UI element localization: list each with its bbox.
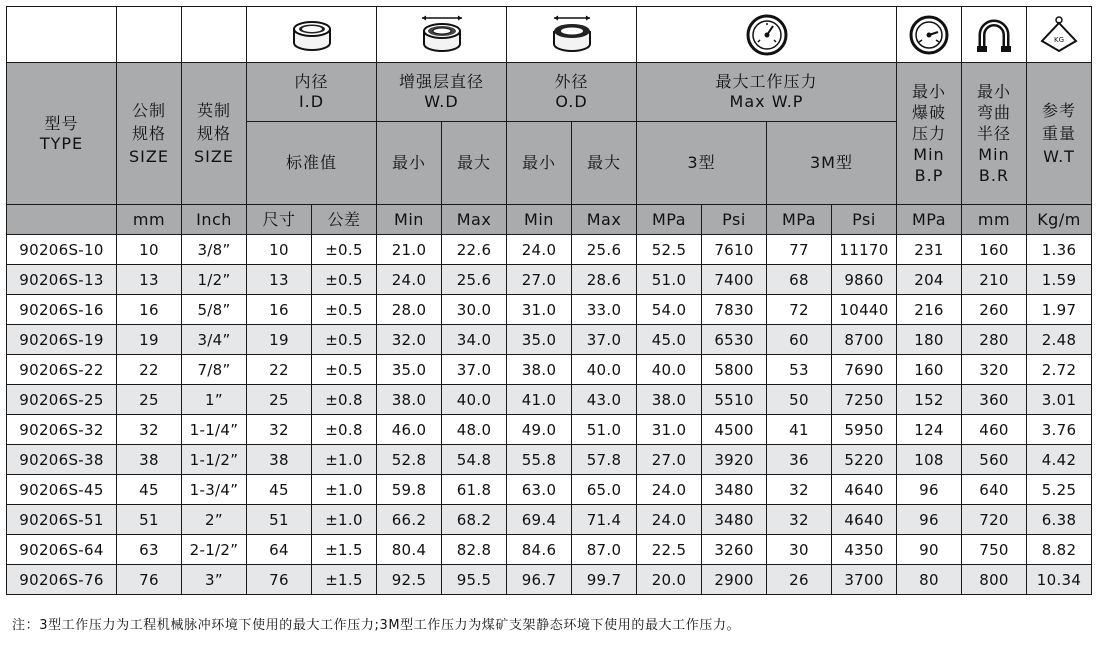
spec-table-body — [7, 235, 1092, 595]
table-cell: 231 — [897, 235, 962, 265]
weight-icon — [1027, 7, 1092, 63]
table-cell: 5220 — [832, 445, 897, 475]
table-cell: 99.7 — [572, 565, 637, 595]
table-cell: 57.8 — [572, 445, 637, 475]
table-cell: 160 — [897, 355, 962, 385]
model-number-cell: 90206S-45 — [7, 475, 117, 505]
unit-cell: 尺寸 — [247, 205, 312, 235]
header-standard-value: 标准值 — [247, 122, 377, 205]
table-cell: 90 — [897, 535, 962, 565]
table-cell: 6.38 — [1027, 505, 1092, 535]
table-cell: 21.0 — [377, 235, 442, 265]
table-cell: 216 — [897, 295, 962, 325]
table-cell: 3920 — [702, 445, 767, 475]
header-min-bend-radius: 最小 弯曲 半径 Min B.R — [962, 63, 1027, 205]
unit-cell: MPa — [637, 205, 702, 235]
unit-cell: Psi — [832, 205, 897, 235]
header-type: 型号 TYPE — [7, 63, 117, 205]
table-cell: 3700 — [832, 565, 897, 595]
icon-cell-empty — [7, 7, 117, 63]
table-cell: 66.2 — [377, 505, 442, 535]
table-cell: 25.6 — [442, 265, 507, 295]
table-cell: 95.5 — [442, 565, 507, 595]
unit-cell: 公差 — [312, 205, 377, 235]
table-cell: 68.2 — [442, 505, 507, 535]
table-cell: 49.0 — [507, 415, 572, 445]
table-cell: 37.0 — [442, 355, 507, 385]
table-row — [7, 295, 1092, 325]
table-cell: 38.0 — [637, 385, 702, 415]
header-wd-max: 最大 — [442, 122, 507, 205]
table-cell: 20.0 — [637, 565, 702, 595]
table-cell: 51.0 — [572, 415, 637, 445]
table-cell: 8.82 — [1027, 535, 1092, 565]
table-cell: 61.8 — [442, 475, 507, 505]
table-cell: ±0.5 — [312, 295, 377, 325]
model-number-cell: 90206S-22 — [7, 355, 117, 385]
table-cell: 5.25 — [1027, 475, 1092, 505]
table-cell: 3.01 — [1027, 385, 1092, 415]
model-number-cell: 90206S-38 — [7, 445, 117, 475]
table-cell: 51.0 — [637, 265, 702, 295]
table-cell: 40.0 — [442, 385, 507, 415]
table-cell: 68 — [767, 265, 832, 295]
table-cell: 16 — [117, 295, 182, 325]
unit-cell: MPa — [767, 205, 832, 235]
table-cell: 108 — [897, 445, 962, 475]
table-cell: 52.5 — [637, 235, 702, 265]
spec-table-container — [6, 6, 1092, 595]
table-row — [7, 535, 1092, 565]
table-cell: 3480 — [702, 505, 767, 535]
table-cell: 24.0 — [507, 235, 572, 265]
table-cell: ±0.5 — [312, 265, 377, 295]
header-reinforcement-diameter: 增强层直径 W.D — [377, 63, 507, 122]
table-row — [7, 355, 1092, 385]
table-cell: 19 — [117, 325, 182, 355]
table-cell: 1.59 — [1027, 265, 1092, 295]
table-cell: 640 — [962, 475, 1027, 505]
table-cell: 50 — [767, 385, 832, 415]
table-cell: 10440 — [832, 295, 897, 325]
table-cell: 35.0 — [507, 325, 572, 355]
pressure-gauge-icon — [637, 7, 897, 63]
table-cell: 1-1/4” — [182, 415, 247, 445]
table-cell: 280 — [962, 325, 1027, 355]
table-cell: 38 — [117, 445, 182, 475]
unit-cell: Max — [572, 205, 637, 235]
unit-cell: mm — [962, 205, 1027, 235]
table-cell: 80.4 — [377, 535, 442, 565]
table-cell: 28.6 — [572, 265, 637, 295]
table-cell: 38.0 — [507, 355, 572, 385]
table-cell: 22 — [247, 355, 312, 385]
table-cell: 33.0 — [572, 295, 637, 325]
table-cell: 1.36 — [1027, 235, 1092, 265]
table-cell: 96 — [897, 505, 962, 535]
table-cell: 31.0 — [637, 415, 702, 445]
table-row — [7, 565, 1092, 595]
table-cell: 76 — [117, 565, 182, 595]
table-cell: 41 — [767, 415, 832, 445]
unit-cell: MPa — [897, 205, 962, 235]
table-cell: 124 — [897, 415, 962, 445]
table-cell: 64 — [247, 535, 312, 565]
icon-cell-empty — [182, 7, 247, 63]
model-number-cell: 90206S-51 — [7, 505, 117, 535]
table-cell: 43.0 — [572, 385, 637, 415]
model-number-cell: 90206S-64 — [7, 535, 117, 565]
model-number-cell: 90206S-16 — [7, 295, 117, 325]
unit-cell-empty — [7, 205, 117, 235]
table-cell: 720 — [962, 505, 1027, 535]
table-cell: 1” — [182, 385, 247, 415]
table-cell: 24.0 — [637, 475, 702, 505]
header-min-burst-pressure: 最小 爆破 压力 Min B.P — [897, 63, 962, 205]
table-cell: 260 — [962, 295, 1027, 325]
table-cell: 80 — [897, 565, 962, 595]
header-wd-min: 最小 — [377, 122, 442, 205]
table-cell: 32.0 — [377, 325, 442, 355]
header-outer-diameter: 外径 O.D — [507, 63, 637, 122]
table-cell: ±0.5 — [312, 325, 377, 355]
table-cell: 5510 — [702, 385, 767, 415]
model-number-cell: 90206S-10 — [7, 235, 117, 265]
table-cell: ±1.5 — [312, 565, 377, 595]
table-cell: 7250 — [832, 385, 897, 415]
table-cell: 4350 — [832, 535, 897, 565]
table-cell: ±0.5 — [312, 235, 377, 265]
table-cell: 1/2” — [182, 265, 247, 295]
table-cell: 92.5 — [377, 565, 442, 595]
table-cell: 46.0 — [377, 415, 442, 445]
table-cell: 2.72 — [1027, 355, 1092, 385]
table-cell: ±1.5 — [312, 535, 377, 565]
table-cell: 69.4 — [507, 505, 572, 535]
model-number-cell: 90206S-25 — [7, 385, 117, 415]
unit-cell: Min — [507, 205, 572, 235]
table-cell: 24.0 — [637, 505, 702, 535]
table-cell: 30 — [767, 535, 832, 565]
table-cell: 96 — [897, 475, 962, 505]
table-cell: 32 — [117, 415, 182, 445]
table-cell: 25.6 — [572, 235, 637, 265]
table-cell: 25 — [117, 385, 182, 415]
table-cell: 22.5 — [637, 535, 702, 565]
table-cell: 3” — [182, 565, 247, 595]
table-cell: 560 — [962, 445, 1027, 475]
table-cell: 1-1/2” — [182, 445, 247, 475]
svg-text:KG: KG — [1053, 35, 1065, 44]
table-cell: 54.0 — [637, 295, 702, 325]
table-cell: 13 — [247, 265, 312, 295]
table-cell: 32 — [767, 475, 832, 505]
unit-cell: Min — [377, 205, 442, 235]
table-cell: 36 — [767, 445, 832, 475]
table-cell: 1.97 — [1027, 295, 1092, 325]
table-cell: 26 — [767, 565, 832, 595]
table-cell: ±0.8 — [312, 415, 377, 445]
unit-row — [7, 205, 1092, 235]
table-cell: 4.42 — [1027, 445, 1092, 475]
table-cell: 5/8” — [182, 295, 247, 325]
table-cell: 2900 — [702, 565, 767, 595]
table-cell: 152 — [897, 385, 962, 415]
table-cell: 750 — [962, 535, 1027, 565]
table-cell: 22.6 — [442, 235, 507, 265]
table-cell: 51 — [117, 505, 182, 535]
header-od-min: 最小 — [507, 122, 572, 205]
table-cell: 11170 — [832, 235, 897, 265]
table-row — [7, 325, 1092, 355]
table-cell: 9860 — [832, 265, 897, 295]
table-cell: 19 — [247, 325, 312, 355]
table-cell: 51 — [247, 505, 312, 535]
table-cell: 5950 — [832, 415, 897, 445]
table-cell: 96.7 — [507, 565, 572, 595]
burst-pressure-gauge-icon — [897, 7, 962, 63]
table-cell: 1-3/4” — [182, 475, 247, 505]
table-cell: 53 — [767, 355, 832, 385]
table-cell: 63 — [117, 535, 182, 565]
header-type-3m: 3M型 — [767, 122, 897, 205]
table-cell: 320 — [962, 355, 1027, 385]
table-row — [7, 265, 1092, 295]
table-cell: 4640 — [832, 505, 897, 535]
table-cell: 34.0 — [442, 325, 507, 355]
bend-radius-icon — [962, 7, 1027, 63]
table-cell: 25 — [247, 385, 312, 415]
table-cell: 32 — [767, 505, 832, 535]
header-row-1 — [7, 63, 1092, 122]
table-cell: 52.8 — [377, 445, 442, 475]
table-cell: 800 — [962, 565, 1027, 595]
header-size-imperial: 英制 规格 SIZE — [182, 63, 247, 205]
table-cell: 40.0 — [572, 355, 637, 385]
table-cell: 82.8 — [442, 535, 507, 565]
header-od-max: 最大 — [572, 122, 637, 205]
table-cell: 3260 — [702, 535, 767, 565]
table-cell: ±0.5 — [312, 355, 377, 385]
table-cell: 7690 — [832, 355, 897, 385]
table-cell: 180 — [897, 325, 962, 355]
table-cell: ±0.8 — [312, 385, 377, 415]
table-cell: 6530 — [702, 325, 767, 355]
table-cell: 84.6 — [507, 535, 572, 565]
table-cell: 27.0 — [637, 445, 702, 475]
table-cell: 22 — [117, 355, 182, 385]
table-cell: 48.0 — [442, 415, 507, 445]
table-row — [7, 445, 1092, 475]
table-cell: 55.8 — [507, 445, 572, 475]
table-cell: 45.0 — [637, 325, 702, 355]
table-cell: 41.0 — [507, 385, 572, 415]
table-cell: 7/8” — [182, 355, 247, 385]
table-cell: 60 — [767, 325, 832, 355]
icon-cell-empty — [117, 7, 182, 63]
table-cell: 160 — [962, 235, 1027, 265]
table-cell: 65.0 — [572, 475, 637, 505]
header-size-metric: 公制 规格 SIZE — [117, 63, 182, 205]
table-cell: 38.0 — [377, 385, 442, 415]
table-cell: 59.8 — [377, 475, 442, 505]
table-cell: 87.0 — [572, 535, 637, 565]
table-row — [7, 235, 1092, 265]
table-cell: 24.0 — [377, 265, 442, 295]
table-row — [7, 505, 1092, 535]
table-cell: 7610 — [702, 235, 767, 265]
table-cell: 10 — [247, 235, 312, 265]
footnote: 注：3型工作压力为工程机械脉冲环境下使用的最大工作压力;3M型工作压力为煤矿支架静态环境下使用的最大工作压力。 — [12, 618, 741, 633]
unit-cell: Inch — [182, 205, 247, 235]
table-cell: 7830 — [702, 295, 767, 325]
table-cell: 2” — [182, 505, 247, 535]
model-number-cell: 90206S-19 — [7, 325, 117, 355]
model-number-cell: 90206S-76 — [7, 565, 117, 595]
table-cell: 5800 — [702, 355, 767, 385]
table-cell: 10 — [117, 235, 182, 265]
outer-diameter-icon — [507, 7, 637, 63]
table-cell: 35.0 — [377, 355, 442, 385]
unit-cell: Psi — [702, 205, 767, 235]
icon-row — [7, 7, 1092, 63]
table-cell: ±1.0 — [312, 475, 377, 505]
table-cell: 2.48 — [1027, 325, 1092, 355]
table-cell: 32 — [247, 415, 312, 445]
reinforcement-diameter-icon — [377, 7, 507, 63]
table-cell: 360 — [962, 385, 1027, 415]
hose-spec-table — [6, 6, 1092, 595]
table-cell: 77 — [767, 235, 832, 265]
header-type-3: 3型 — [637, 122, 767, 205]
table-cell: 4500 — [702, 415, 767, 445]
table-cell: 7400 — [702, 265, 767, 295]
table-cell: ±1.0 — [312, 445, 377, 475]
table-cell: 45 — [117, 475, 182, 505]
table-row — [7, 415, 1092, 445]
table-cell: 54.8 — [442, 445, 507, 475]
table-cell: 3480 — [702, 475, 767, 505]
table-cell: 76 — [247, 565, 312, 595]
table-cell: 3/8” — [182, 235, 247, 265]
unit-cell: Max — [442, 205, 507, 235]
table-cell: 3.76 — [1027, 415, 1092, 445]
table-cell: 10.34 — [1027, 565, 1092, 595]
table-cell: 40.0 — [637, 355, 702, 385]
table-row — [7, 385, 1092, 415]
table-cell: 63.0 — [507, 475, 572, 505]
table-cell: 38 — [247, 445, 312, 475]
table-cell: ±1.0 — [312, 505, 377, 535]
model-number-cell: 90206S-13 — [7, 265, 117, 295]
table-cell: 8700 — [832, 325, 897, 355]
table-cell: 460 — [962, 415, 1027, 445]
unit-cell: Kg/m — [1027, 205, 1092, 235]
header-inner-diameter: 内径 I.D — [247, 63, 377, 122]
table-cell: 28.0 — [377, 295, 442, 325]
table-cell: 31.0 — [507, 295, 572, 325]
header-reference-weight: 参考 重量 W.T — [1027, 63, 1092, 205]
table-cell: 3/4” — [182, 325, 247, 355]
unit-cell: mm — [117, 205, 182, 235]
table-cell: 210 — [962, 265, 1027, 295]
table-cell: 4640 — [832, 475, 897, 505]
table-cell: 2-1/2” — [182, 535, 247, 565]
table-row — [7, 475, 1092, 505]
table-cell: 16 — [247, 295, 312, 325]
model-number-cell: 90206S-32 — [7, 415, 117, 445]
table-cell: 37.0 — [572, 325, 637, 355]
table-cell: 27.0 — [507, 265, 572, 295]
table-cell: 13 — [117, 265, 182, 295]
table-cell: 72 — [767, 295, 832, 325]
table-cell: 71.4 — [572, 505, 637, 535]
inner-diameter-icon — [247, 7, 377, 63]
table-cell: 204 — [897, 265, 962, 295]
table-cell: 30.0 — [442, 295, 507, 325]
header-max-working-pressure: 最大工作压力 Max W.P — [637, 63, 897, 122]
table-cell: 45 — [247, 475, 312, 505]
